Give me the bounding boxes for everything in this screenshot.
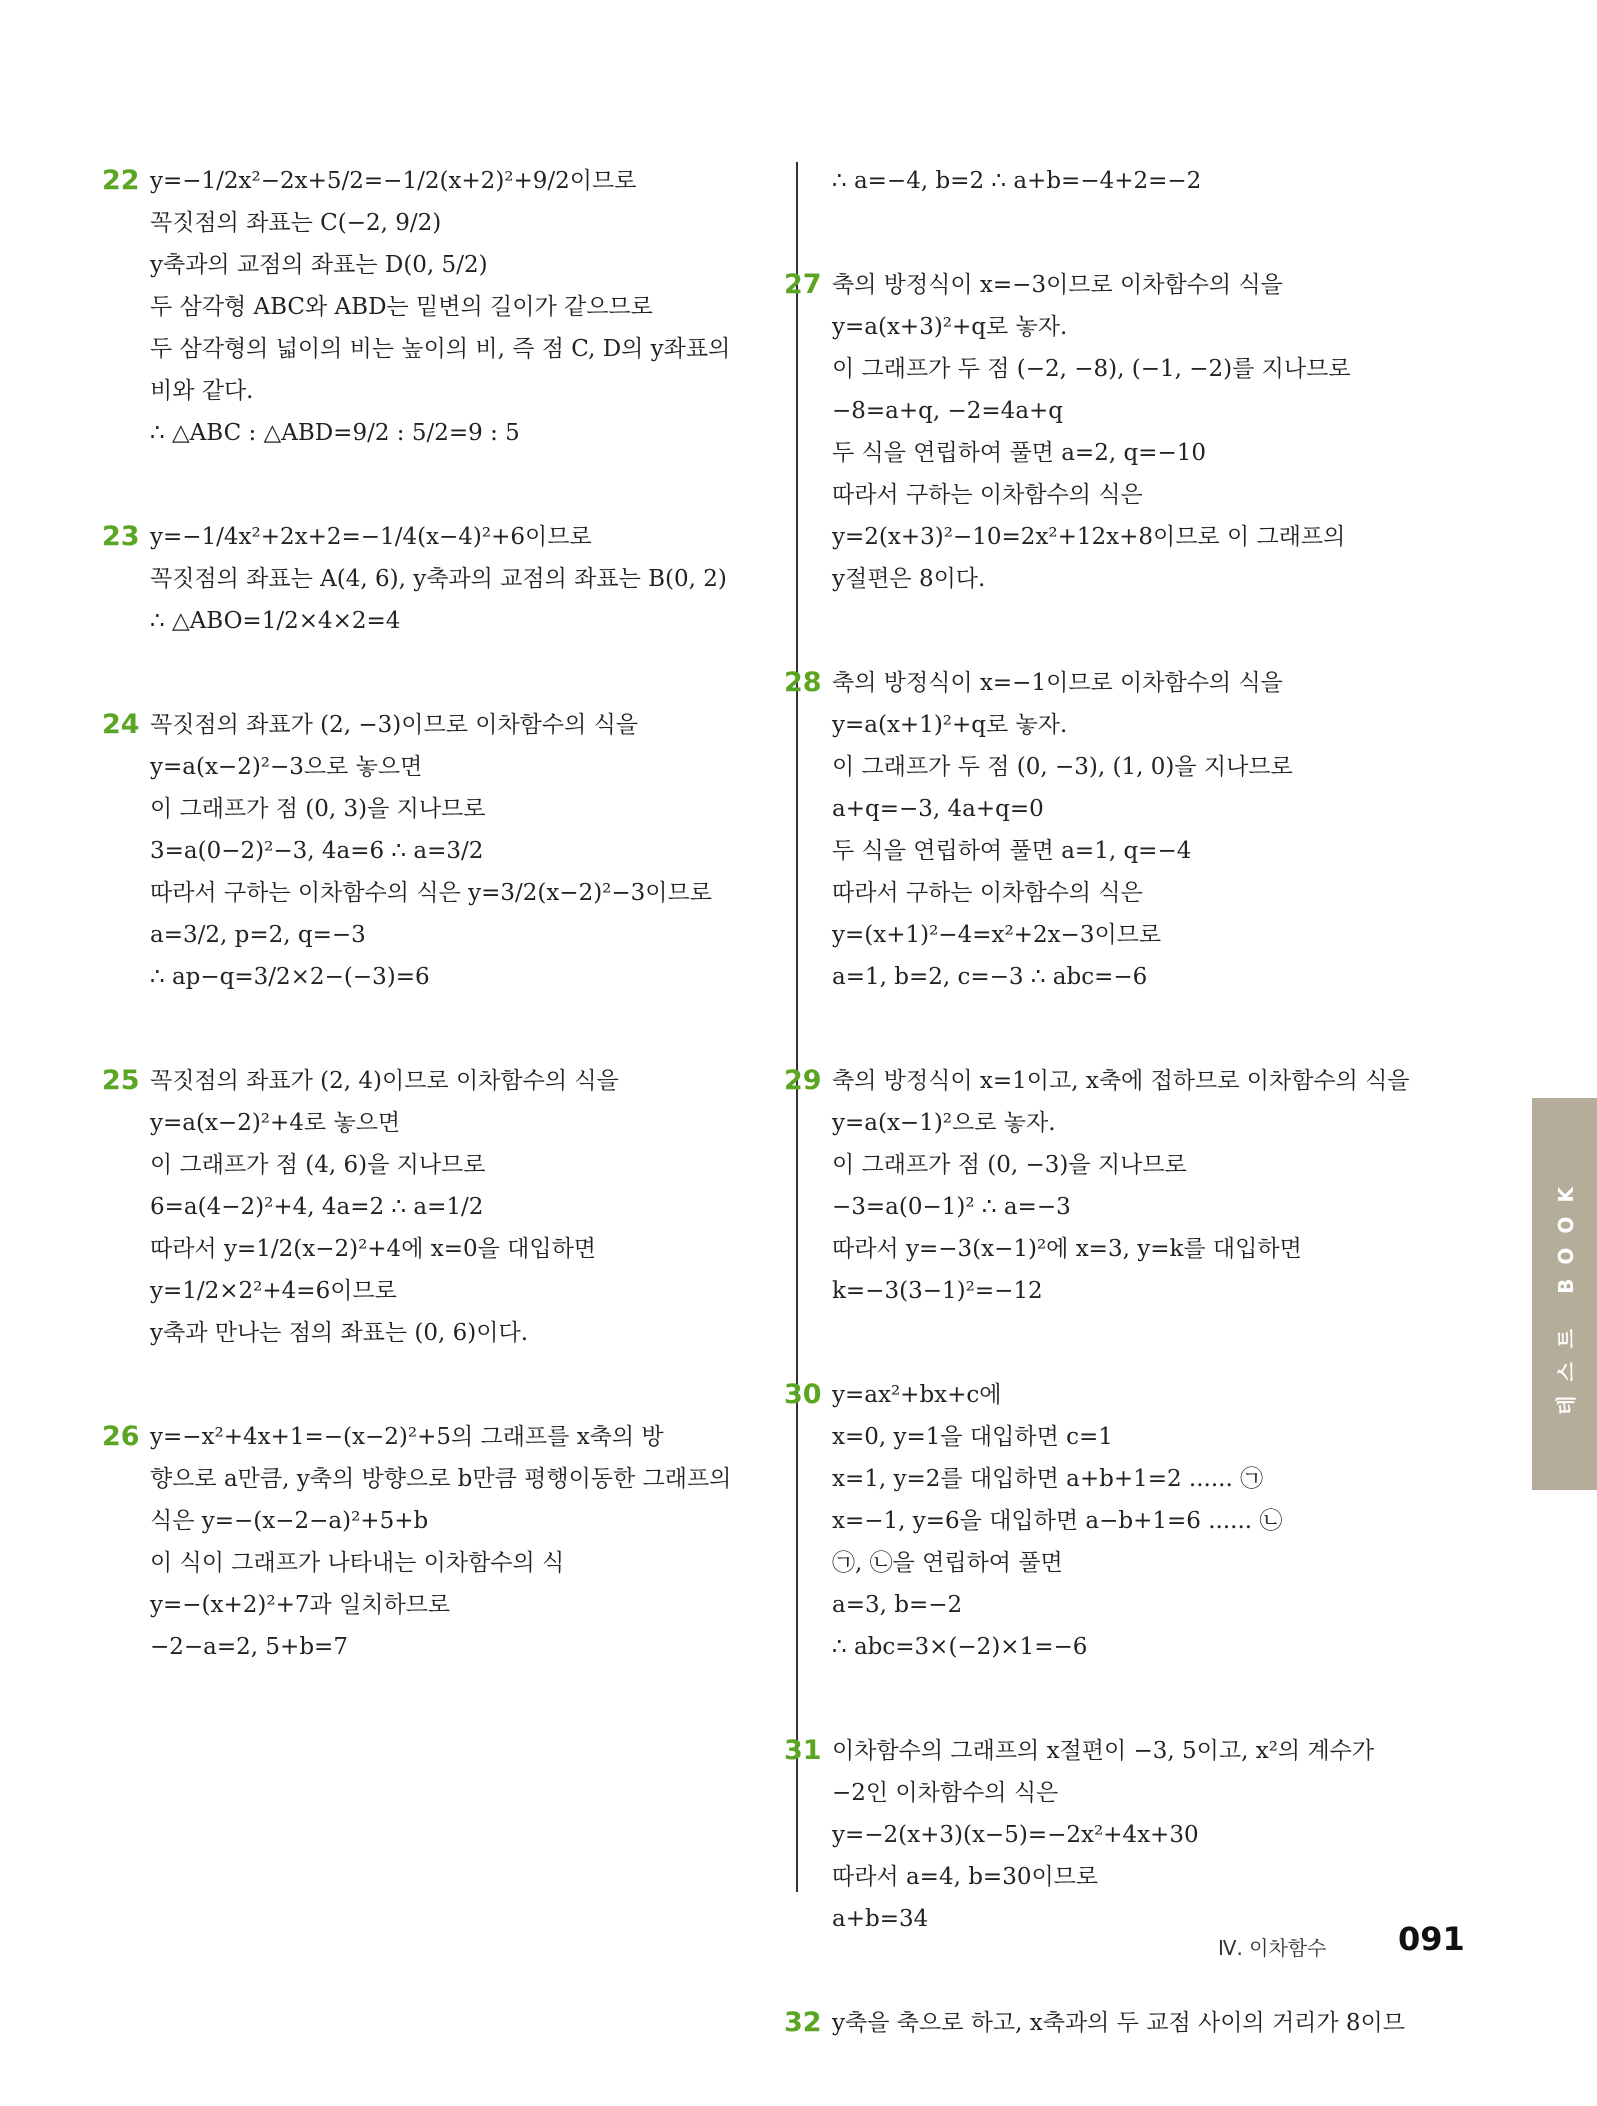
solution-line: 3=a(0−2)²−3, 4a=6 ∴ a=3/2 — [150, 838, 484, 864]
solution-line: ∴ abc=3×(−2)×1=−6 — [832, 1634, 1088, 1660]
solution-line: x=−1, y=6을 대입하면 a−b+1=6 ...... ㉡ — [832, 1508, 1283, 1534]
solution-line: 6=a(4−2)²+4, 4a=2 ∴ a=1/2 — [150, 1194, 484, 1220]
page-number: 091 — [1398, 1920, 1465, 1958]
solution-line: 따라서 구하는 이차함수의 식은 y=3/2(x−2)²−3이므로 — [150, 880, 712, 906]
problem-number: 22 — [102, 165, 140, 196]
solution-line: y=(x+1)²−4=x²+2x−3이므로 — [832, 922, 1162, 948]
solution-line: y=−2(x+3)(x−5)=−2x²+4x+30 — [832, 1822, 1199, 1848]
solution-line: −2−a=2, 5+b=7 — [150, 1634, 348, 1660]
solution-line: y=a(x−1)²으로 놓자. — [832, 1110, 1056, 1136]
problem-27 — [784, 264, 1472, 600]
solution-line: y=−1/2x²−2x+5/2=−1/2(x+2)²+9/2이므로 — [150, 168, 637, 194]
solution-line: 비와 같다. — [150, 378, 254, 404]
solution-line: 따라서 구하는 이차함수의 식은 — [832, 880, 1143, 906]
solution-line: −3=a(0−1)² ∴ a=−3 — [832, 1194, 1071, 1220]
solution-line: 축의 방정식이 x=−1이므로 이차함수의 식을 — [832, 670, 1283, 696]
solution-line: 따라서 y=−3(x−1)²에 x=3, y=k를 대입하면 — [832, 1236, 1302, 1262]
solution-line: y축을 축으로 하고, x축과의 두 교점 사이의 거리가 8이므 — [832, 2010, 1405, 2036]
solution-line: 두 삼각형 ABC와 ABD는 밑변의 길이가 같으므로 — [150, 294, 653, 320]
right-column — [784, 160, 1472, 2106]
problem-29 — [784, 1060, 1472, 1312]
problem-24 — [102, 704, 790, 998]
solution-line: a=3/2, p=2, q=−3 — [150, 922, 366, 948]
solution-line: x=1, y=2를 대입하면 a+b+1=2 ...... ㉠ — [832, 1466, 1264, 1492]
solution-line: a=1, b=2, c=−3 ∴ abc=−6 — [832, 964, 1148, 990]
solution-line: y=−x²+4x+1=−(x−2)²+5의 그래프를 x축의 방 — [150, 1424, 664, 1450]
solution-line: 두 삼각형의 넓이의 비는 높이의 비, 즉 점 C, D의 y좌표의 — [150, 336, 731, 362]
solution-line: y=a(x−2)²−3으로 놓으면 — [150, 754, 423, 780]
solution-line: 꼭짓점의 좌표가 (2, 4)이므로 이차함수의 식을 — [150, 1068, 619, 1094]
solution-line: 두 식을 연립하여 풀면 a=1, q=−4 — [832, 838, 1192, 864]
solution-line: ㉠, ㉡을 연립하여 풀면 — [832, 1550, 1063, 1576]
solution-line: 이 그래프가 점 (4, 6)을 지나므로 — [150, 1152, 486, 1178]
solution-line: y=2(x+3)²−10=2x²+12x+8이므로 이 그래프의 — [832, 524, 1346, 550]
problem-32 — [784, 2002, 1472, 2044]
solution-line: y축과의 교점의 좌표는 D(0, 5/2) — [150, 252, 488, 278]
solution-line: y=a(x−2)²+4로 놓으면 — [150, 1110, 401, 1136]
solution-line: y=a(x+1)²+q로 놓자. — [832, 712, 1068, 738]
solution-line: a+b=34 — [832, 1906, 929, 1932]
problem-number: 28 — [784, 667, 822, 698]
solution-line: ∴ a=−4, b=2 ∴ a+b=−4+2=−2 — [832, 168, 1202, 194]
solution-line: y=a(x+3)²+q로 놓자. — [832, 314, 1068, 340]
problem-number: 31 — [784, 1735, 822, 1766]
problem-25 — [102, 1060, 790, 1354]
solution-line: 이 그래프가 두 점 (0, −3), (1, 0)을 지나므로 — [832, 754, 1293, 780]
solution-line: 꼭짓점의 좌표는 C(−2, 9/2) — [150, 210, 442, 236]
solution-line: ∴ △ABC : △ABD=9/2 : 5/2=9 : 5 — [150, 420, 520, 446]
problem-number: 29 — [784, 1065, 822, 1096]
left-column — [102, 160, 790, 1730]
problem-30 — [784, 1374, 1472, 1668]
solution-line: ∴ ap−q=3/2×2−(−3)=6 — [150, 964, 430, 990]
problem-number: 26 — [102, 1421, 140, 1452]
solution-line: 이 식이 그래프가 나타내는 이차함수의 식 — [150, 1550, 565, 1576]
side-tab-label: 테스트 BOOK — [1554, 1173, 1578, 1415]
solution-line: y=−(x+2)²+7과 일치하므로 — [150, 1592, 451, 1618]
solution-line: 이 그래프가 점 (0, 3)을 지나므로 — [150, 796, 486, 822]
solution-line: −2인 이차함수의 식은 — [832, 1780, 1059, 1806]
solution-line: y=1/2×2²+4=6이므로 — [150, 1278, 397, 1304]
side-tab — [1532, 1098, 1597, 1490]
solution-line: 꼭짓점의 좌표가 (2, −3)이므로 이차함수의 식을 — [150, 712, 639, 738]
solution-line: 따라서 a=4, b=30이므로 — [832, 1864, 1099, 1890]
right-problems — [784, 264, 1472, 2044]
solution-line: x=0, y=1을 대입하면 c=1 — [832, 1424, 1113, 1450]
solution-line: y절편은 8이다. — [832, 566, 986, 592]
problem-26 — [102, 1416, 790, 1668]
solution-line: a=3, b=−2 — [832, 1592, 963, 1618]
solution-line: a+q=−3, 4a+q=0 — [832, 796, 1044, 822]
solution-line: 두 식을 연립하여 풀면 a=2, q=−10 — [832, 440, 1206, 466]
solution-line: ∴ △ABO=1/2×4×2=4 — [150, 608, 401, 634]
solution-line: y=−1/4x²+2x+2=−1/4(x−4)²+6이므로 — [150, 524, 592, 550]
solution-line: 이차함수의 그래프의 x절편이 −3, 5이고, x²의 계수가 — [832, 1738, 1375, 1764]
footer-chapter: Ⅳ. 이차함수 — [1218, 1936, 1327, 1960]
problem-23 — [102, 516, 790, 642]
problem-number: 30 — [784, 1379, 822, 1410]
solution-line: 식은 y=−(x−2−a)²+5+b — [150, 1508, 429, 1534]
solution-line: 따라서 y=1/2(x−2)²+4에 x=0을 대입하면 — [150, 1236, 596, 1262]
column-divider — [796, 162, 798, 1892]
solution-line: −8=a+q, −2=4a+q — [832, 398, 1064, 424]
solution-line: y축과 만나는 점의 좌표는 (0, 6)이다. — [150, 1320, 528, 1346]
problem-number: 27 — [784, 269, 822, 300]
problem-22 — [102, 160, 790, 454]
solution-line: 꼭짓점의 좌표는 A(4, 6), y축과의 교점의 좌표는 B(0, 2) — [150, 566, 727, 592]
solution-line: 이 그래프가 두 점 (−2, −8), (−1, −2)를 지나므로 — [832, 356, 1351, 382]
problem-28 — [784, 662, 1472, 998]
problem-number: 23 — [102, 521, 140, 552]
problem-number: 24 — [102, 709, 140, 740]
solution-line: 축의 방정식이 x=−3이므로 이차함수의 식을 — [832, 272, 1283, 298]
problem-number: 32 — [784, 2007, 822, 2038]
solution-line: 이 그래프가 점 (0, −3)을 지나므로 — [832, 1152, 1187, 1178]
continuation-block — [832, 160, 1472, 202]
problem-31 — [784, 1730, 1472, 1940]
solution-line: 향으로 a만큼, y축의 방향으로 b만큼 평행이동한 그래프의 — [150, 1466, 732, 1492]
solution-line: 축의 방정식이 x=1이고, x축에 접하므로 이차함수의 식을 — [832, 1068, 1410, 1094]
solution-line: y=ax²+bx+c에 — [832, 1382, 1002, 1408]
solution-line: k=−3(3−1)²=−12 — [832, 1278, 1043, 1304]
problem-number: 25 — [102, 1065, 140, 1096]
solution-line: 따라서 구하는 이차함수의 식은 — [832, 482, 1143, 508]
